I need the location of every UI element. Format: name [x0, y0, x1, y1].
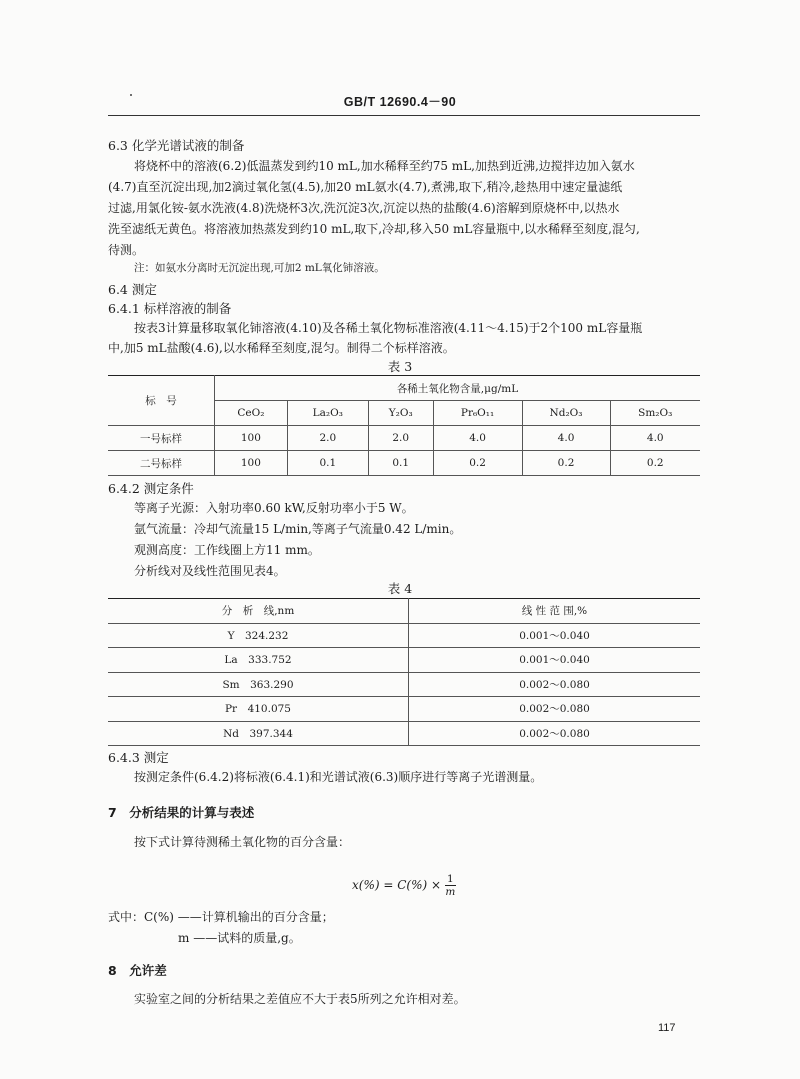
section-6-4-2-line-4: 分析线对及线性范围见表4。 [134, 564, 286, 578]
table-cell: 0.002～0.080 [409, 697, 701, 722]
table-3-col-header: CeO₂ [215, 401, 288, 426]
section-6-4-2-line-1: 等离子光源：入射功率0.60 kW,反射功率小于5 W。 [134, 501, 414, 515]
table-cell: Y 324.232 [108, 623, 409, 648]
section-6-4-2-line-3: 观测高度：工作线圈上方11 mm。 [134, 543, 320, 557]
section-6-4-3-line: 按测定条件(6.4.2)将标液(6.4.1)和光谱试液(6.3)顺序进行等离子光谱测量。 [134, 770, 543, 784]
section-8-title: 8 允许差 [108, 963, 167, 978]
header-rule [108, 115, 700, 116]
table-cell: Sm 363.290 [108, 672, 409, 697]
section-6-3-title: 6.3 化学光谱试液的制备 [108, 138, 245, 153]
formula-where-2: m ——试料的质量,g。 [178, 931, 301, 945]
table-cell: 100 [215, 426, 288, 451]
table-cell: 4.0 [522, 426, 610, 451]
table-cell: Pr 410.075 [108, 697, 409, 722]
table-cell: 100 [215, 451, 288, 476]
section-6-4-1-line-1: 按表3计算量移取氧化铈溶液(4.10)及各稀土氧化物标准溶液(4.11～4.15)于2个100 mL容量瓶 [134, 321, 643, 335]
table-3-col-header: Nd₂O₃ [522, 401, 610, 426]
table-cell: 2.0 [368, 426, 433, 451]
section-7-title: 7 分析结果的计算与表述 [108, 805, 255, 820]
table-cell: 0.002～0.080 [409, 672, 701, 697]
section-6-4-3-title: 6.4.3 测定 [108, 750, 169, 765]
table-cell: 0.2 [522, 451, 610, 476]
table-row [108, 648, 700, 673]
formula [352, 873, 456, 898]
table-3-col-header: Sm₂O₃ [610, 401, 700, 426]
table-row [108, 721, 700, 746]
section-6-3-line-2: (4.7)直至沉淀出现,加2滴过氧化氢(4.5),加20 mL氨水(4.7),煮沸,取下,稍冷,趁热用中速定量滤纸 [108, 180, 623, 194]
table-cell: 0.1 [368, 451, 433, 476]
table-cell: 0.001～0.040 [409, 648, 701, 673]
table-cell: Nd 397.344 [108, 721, 409, 746]
section-6-4-title: 6.4 测定 [108, 282, 157, 297]
table-row [108, 426, 700, 451]
table-3-rowhead: 标 号 [108, 376, 215, 426]
table-row [108, 672, 700, 697]
table-cell: 0.002～0.080 [409, 721, 701, 746]
page-number: 117 [658, 1022, 676, 1034]
scan-speck [130, 94, 132, 96]
table-4-header-range: 线 性 范 围,% [409, 599, 701, 624]
section-6-3-line-5: 待测。 [108, 243, 145, 257]
formula-fraction [445, 873, 456, 898]
section-6-4-1-line-2: 中,加5 mL盐酸(4.6),以水稀释至刻度,混匀。制得二个标样溶液。 [108, 341, 455, 355]
table-row [108, 451, 700, 476]
formula-lhs: x(%) = C(%) × [352, 878, 442, 892]
table-4-header-line: 分 析 线,nm [108, 599, 409, 624]
table-cell: 4.0 [610, 426, 700, 451]
table-cell: 0.1 [287, 451, 368, 476]
table-cell: 4.0 [433, 426, 522, 451]
section-6-3-line-3: 过滤,用氯化铵-氨水洗液(4.8)洗烧杯3次,洗沉淀3次,沉淀以热的盐酸(4.6)溶解到原烧杯中,以热水 [108, 201, 620, 215]
table-3-group-header: 各稀土氧化物含量,μg/mL [215, 376, 701, 401]
table-4 [108, 598, 700, 746]
table-row [108, 697, 700, 722]
document-header: GB/T 12690.4－90 [343, 95, 457, 109]
section-6-3-line-4: 洗至滤纸无黄色。将溶液加热蒸发到约10 mL,取下,冷却,移入50 mL容量瓶中,以水稀释至刻度,混匀, [108, 222, 640, 236]
table-cell: 0.2 [610, 451, 700, 476]
table-3-row-label: 一号标样 [108, 426, 215, 451]
table-cell: 2.0 [287, 426, 368, 451]
table-cell: 0.2 [433, 451, 522, 476]
section-7-intro: 按下式计算待测稀土氧化物的百分含量： [134, 835, 351, 849]
section-6-4-2-title: 6.4.2 测定条件 [108, 481, 194, 496]
table-3-col-header: Y₂O₃ [368, 401, 433, 426]
table-3 [108, 375, 700, 476]
table-4-caption: 表 4 [387, 581, 413, 596]
table-cell: 0.001～0.040 [409, 623, 701, 648]
table-3-caption: 表 3 [387, 359, 413, 374]
section-6-4-1-title: 6.4.1 标样溶液的制备 [108, 301, 232, 316]
section-8-line: 实验室之间的分析结果之差值应不大于表5所列之允许相对差。 [134, 992, 466, 1006]
formula-denominator: m [445, 886, 456, 898]
table-3-col-header: La₂O₃ [287, 401, 368, 426]
table-row [108, 623, 700, 648]
table-3-col-header: Pr₆O₁₁ [433, 401, 522, 426]
section-6-3-note: 注：如氨水分离时无沉淀出现,可加2 mL氧化铈溶液。 [134, 262, 385, 274]
formula-where-1: 式中：C(%) ——计算机输出的百分含量； [108, 910, 334, 924]
table-cell: La 333.752 [108, 648, 409, 673]
section-6-3-line-1: 将烧杯中的溶液(6.2)低温蒸发到约10 mL,加水稀释至约75 mL,加热到近沸,边搅拌边加入氨水 [134, 159, 635, 173]
formula-numerator: 1 [447, 873, 454, 885]
table-3-row-label: 二号标样 [108, 451, 215, 476]
section-6-4-2-line-2: 氩气流量：冷却气流量15 L/min,等离子气流量0.42 L/min。 [134, 522, 462, 536]
